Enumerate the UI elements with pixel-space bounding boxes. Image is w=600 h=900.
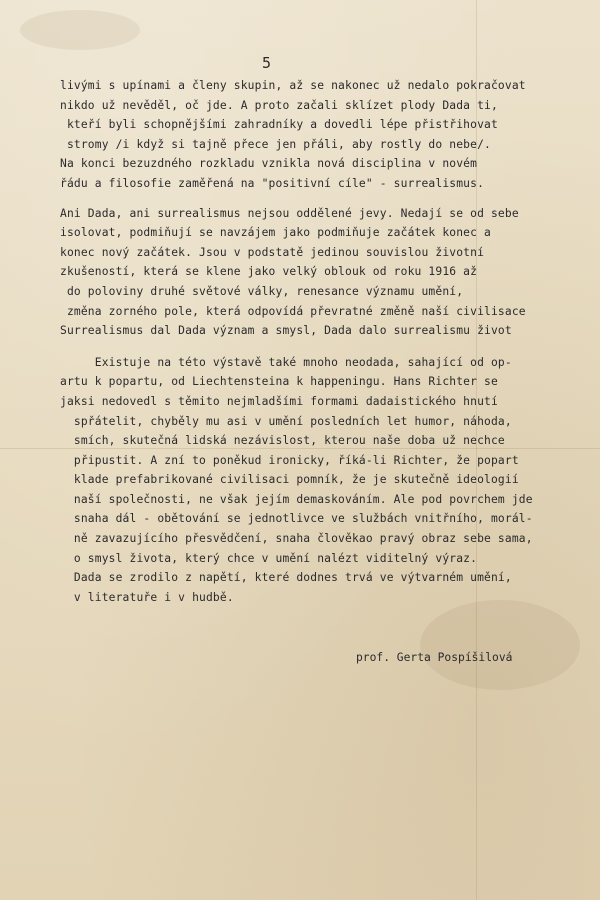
text-line: připustit. A zní to poněkud ironicky, říká-li Richter, že popart: [60, 453, 519, 467]
text-line: spřátelit, chyběly mu asi v umění posledních let humor, náhoda,: [60, 414, 512, 428]
text-line: o smysl života, který chce v umění nalézt viditelný výraz.: [60, 551, 478, 565]
body-text: [60, 76, 600, 607]
text-line: jaksi nedovedl s těmito nejmladšími formami dadaistického hnutí: [60, 394, 498, 408]
text-line: isolovat, podmiňují se navzájem jako podmiňuje začátek konec a: [60, 226, 491, 240]
text-line: změna zorného pole, která odpovídá převratné změně naší civilisace: [60, 304, 526, 318]
text-line: zkušeností, která se klene jako velký oblouk od roku 1916 až: [60, 265, 478, 279]
text-line: Ani Dada, ani surrealismus nejsou oddělené jevy. Nedají se od sebe: [60, 206, 519, 220]
text-line: livými s upínami a členy skupin, až se nakonec už nedalo pokračovat: [60, 79, 526, 92]
text-line: naší společnosti, ne však jejím demaskováním. Ale pod povrchem jde: [60, 492, 533, 506]
page-number: 5: [262, 54, 272, 72]
text-line: kteří byli schopnějšími zahradníky a dovedli lépe přistřihovat: [60, 118, 498, 132]
text-line: stromy /i když si tajně přece jen přáli, aby rostly do nebe/.: [60, 137, 491, 151]
text-line: Surrealismus dal Dada význam a smysl, Dada dalo surrealismu život: [60, 324, 512, 338]
paper-stain: [20, 10, 140, 50]
text-line: v literatuře i v hudbě.: [60, 590, 234, 604]
text-line: Dada se zrodilo z napětí, které dodnes trvá ve výtvarném umění,: [60, 571, 512, 585]
text-line: Na konci bezuzdného rozkladu vznikla nová disciplina v novém: [60, 157, 478, 171]
text-line: nikdo už nevěděl, oč jde. A proto začali sklízet plody Dada ti,: [60, 98, 498, 112]
paper-stain: [420, 600, 580, 690]
text-line: řádu a filosofie zaměřená na "positivní cíle" - surrealismus.: [60, 176, 485, 190]
text-line: klade prefabrikované civilisaci pomník, že je skutečně ideologií: [60, 473, 519, 487]
paragraph-gap: [60, 341, 600, 353]
text-line: ně zavazujícího přesvědčení, snaha člověkao pravý obraz sebe sama,: [60, 532, 533, 546]
text-line: snaha dál - obětování se jednotlivce ve službách vnitřního, morál-: [60, 512, 533, 526]
paragraph-gap: [60, 194, 600, 204]
author-signature: prof. Gerta Pospíšilová: [356, 651, 513, 664]
text-line: do poloviny druhé světové války, renesance významu umění,: [60, 284, 464, 298]
text-line: artu k popartu, od Liechtensteina k happeningu. Hans Richter se: [60, 375, 498, 389]
text-line: Existuje na této výstavě také mnoho neodada, sahající od op-: [60, 355, 512, 369]
text-line: konec nový začátek. Jsou v podstatě jedinou souvislou životní: [60, 245, 485, 259]
text-line: smích, skutečná lidská nezávislost, kterou naše doba už nechce: [60, 434, 505, 448]
